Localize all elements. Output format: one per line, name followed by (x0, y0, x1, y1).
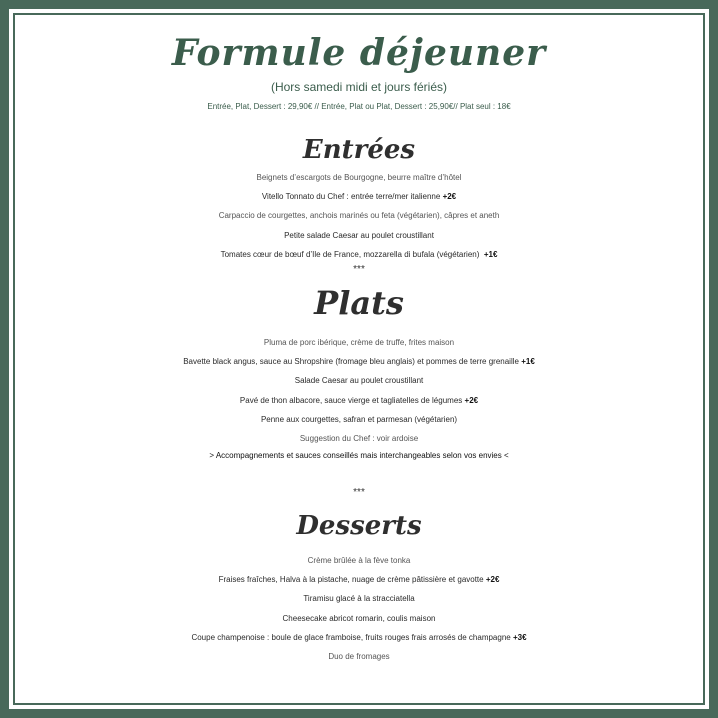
menu-subtitle: (Hors samedi midi et jours fériés) (270, 80, 448, 94)
menu-item: Petite salade Caesar au poulet croustillant (284, 230, 434, 240)
entrees-list (15, 168, 703, 264)
section-title-plats: Plats (314, 284, 404, 322)
menu-item: Cheesecake abricot romarin, coulis maison (282, 613, 436, 623)
menu-item: Beignets d’escargots de Bourgogne, beurre maître d’hôtel (256, 173, 462, 182)
menu-item: Carpaccio de courgettes, anchois marinés ou feta (végétarien), câpres et aneth (218, 211, 500, 221)
menu-item: Tiramisu glacé à la stracciatella (303, 594, 415, 604)
menu-item: Pavé de thon albacore, sauce vierge et tagliatelles de légumes +2€ (239, 395, 479, 405)
menu-item: Fraises fraîches, Halva à la pistache, nuage de crème pâtissière et gavotte +2€ (218, 575, 500, 585)
section-title-entrees: Entrées (302, 135, 416, 165)
separator-stars: *** (353, 264, 365, 275)
accompaniment-note: > Accompagnements et sauces conseillés mais interchangeables selon vos envies < (209, 451, 509, 460)
menu-item: Duo de fromages (328, 652, 390, 662)
menu-item: Suggestion du Chef : voir ardoise (299, 434, 419, 444)
menu-item: Coupe champenoise : boule de glace framboise, fruits rouges frais arrosés de champagne +3€ (191, 632, 527, 642)
menu-item: Salade Caesar au poulet croustillant (294, 376, 424, 386)
menu-item: Tomates cœur de bœuf d’Ile de France, mozzarella di bufala (végétarien) +1€ (220, 249, 498, 259)
desserts-list (15, 551, 703, 666)
menu-item: Pluma de porc ibérique, crème de truffe, frites maison (263, 338, 455, 347)
menu-item: Bavette black angus, sauce au Shropshire (fromage bleu anglais) et pommes de terre grenaille +1€ (183, 357, 535, 367)
separator-stars: *** (353, 487, 365, 498)
plats-list (15, 333, 703, 448)
price-line: Entrée, Plat, Dessert : 29,90€ // Entrée, Plat ou Plat, Dessert : 25,90€// Plat seul : 18€ (207, 102, 511, 111)
menu-item: Vitello Tonnato du Chef : entrée terre/mer italienne +2€ (261, 192, 457, 202)
menu-content (15, 15, 703, 703)
menu-item: Penne aux courgettes, safran et parmesan (végétarien) (260, 414, 458, 424)
menu-item: Crème brûlée à la fève tonka (307, 556, 411, 565)
menu-title: Formule déjeuner (171, 32, 547, 74)
section-title-desserts: Desserts (296, 511, 422, 541)
